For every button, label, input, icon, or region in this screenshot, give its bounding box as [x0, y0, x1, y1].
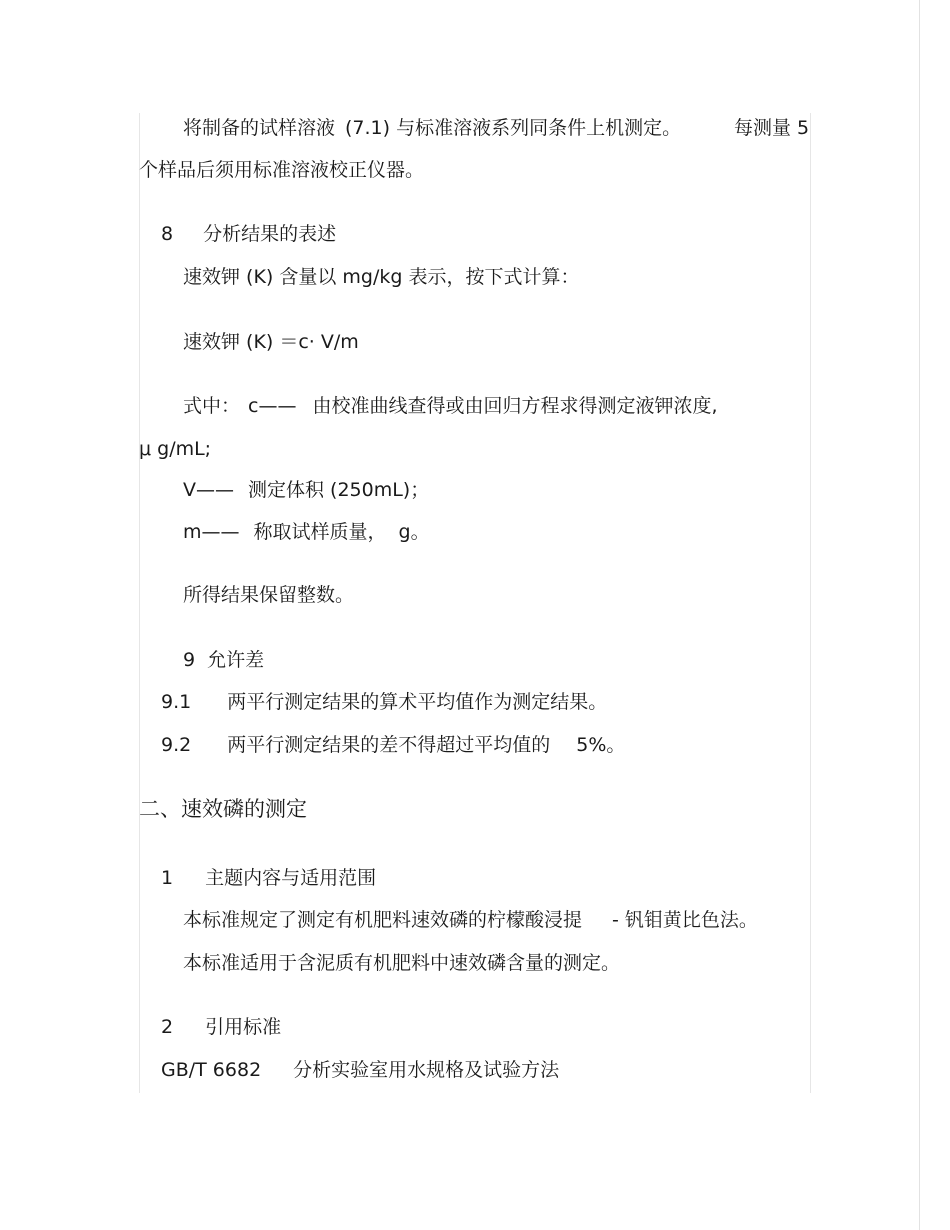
section-heading-8: [161, 222, 336, 246]
text-span: 所得结果保留整数。: [183, 584, 355, 606]
part-heading: [139, 797, 307, 821]
section-heading-2: [161, 1015, 281, 1039]
section-title: 允许差: [207, 649, 265, 671]
text-span: 与标准溶液系列同条件上机测定。: [396, 117, 682, 139]
paragraph-line: [183, 265, 579, 289]
paragraph-line: [139, 158, 424, 182]
paragraph-line: [183, 583, 354, 607]
paragraph-line-tail: [734, 116, 809, 140]
text-span: 速效钾 (K) 含量以 mg/kg 表示，按下式计算：: [183, 266, 580, 288]
section-number: 2: [161, 1016, 174, 1038]
reference-standard: [161, 1058, 559, 1082]
where-label: 式中：: [183, 395, 241, 417]
where-clause-v: [183, 478, 429, 502]
item-value: 5%。: [576, 734, 626, 756]
standard-title: 分析实验室用水规格及试验方法: [293, 1059, 560, 1081]
list-item-9-2: [161, 733, 625, 757]
text-span: 将制备的试样溶液: [183, 117, 336, 139]
formula: [183, 330, 359, 354]
unit-text: g。: [398, 521, 430, 543]
paragraph-line: [183, 951, 620, 975]
section-number: 8: [161, 223, 174, 245]
item-text: 两平行测定结果的差不得超过平均值的: [227, 734, 551, 756]
section-title: 分析结果的表述: [203, 223, 337, 245]
standard-code: GB/T 6682: [161, 1059, 262, 1081]
item-number: 9.1: [161, 691, 192, 713]
section-heading-9: [183, 648, 264, 672]
section-number: 1: [161, 867, 174, 889]
text-span: 本标准规定了测定有机肥料速效磷的柠檬酸浸提: [183, 909, 583, 931]
item-number: 9.2: [161, 734, 192, 756]
paragraph-line: [183, 908, 758, 932]
page-edge-divider: [919, 0, 920, 1230]
part-title: 二、速效磷的测定: [139, 797, 307, 821]
text-span: - 钒钼黄比色法。: [612, 909, 758, 931]
section-title: 引用标准: [205, 1016, 282, 1038]
where-clause-m: [183, 520, 430, 544]
symbol-v: V——: [183, 479, 234, 501]
symbol-description: 称取试样质量，: [253, 521, 387, 543]
symbol-description: 由校准曲线查得或由回归方程求得测定液钾浓度,: [312, 395, 718, 417]
text-span: 个样品后须用标准溶液校正仪器。: [139, 159, 425, 181]
where-clause-c: [183, 394, 718, 418]
list-item-9-1: [161, 690, 607, 714]
unit-line: [139, 437, 211, 461]
section-title: 主题内容与适用范围: [205, 867, 377, 889]
symbol-c: c——: [248, 395, 297, 417]
symbol-m: m——: [183, 521, 240, 543]
formula-text: 速效钾 (K) ＝c· V/m: [183, 331, 359, 353]
section-number: 9: [183, 649, 196, 671]
text-span: 本标准适用于含泥质有机肥料中速效磷含量的测定。: [183, 952, 621, 974]
text-span: 每测量 5: [734, 117, 810, 139]
symbol-description: 测定体积 (250mL)；: [248, 479, 430, 501]
item-text: 两平行测定结果的算术平均值作为测定结果。: [227, 691, 608, 713]
unit-text: μ g/mL;: [139, 438, 212, 460]
section-reference: (7.1): [345, 117, 391, 139]
paragraph-line: [183, 116, 681, 140]
section-heading-1: [161, 866, 376, 890]
